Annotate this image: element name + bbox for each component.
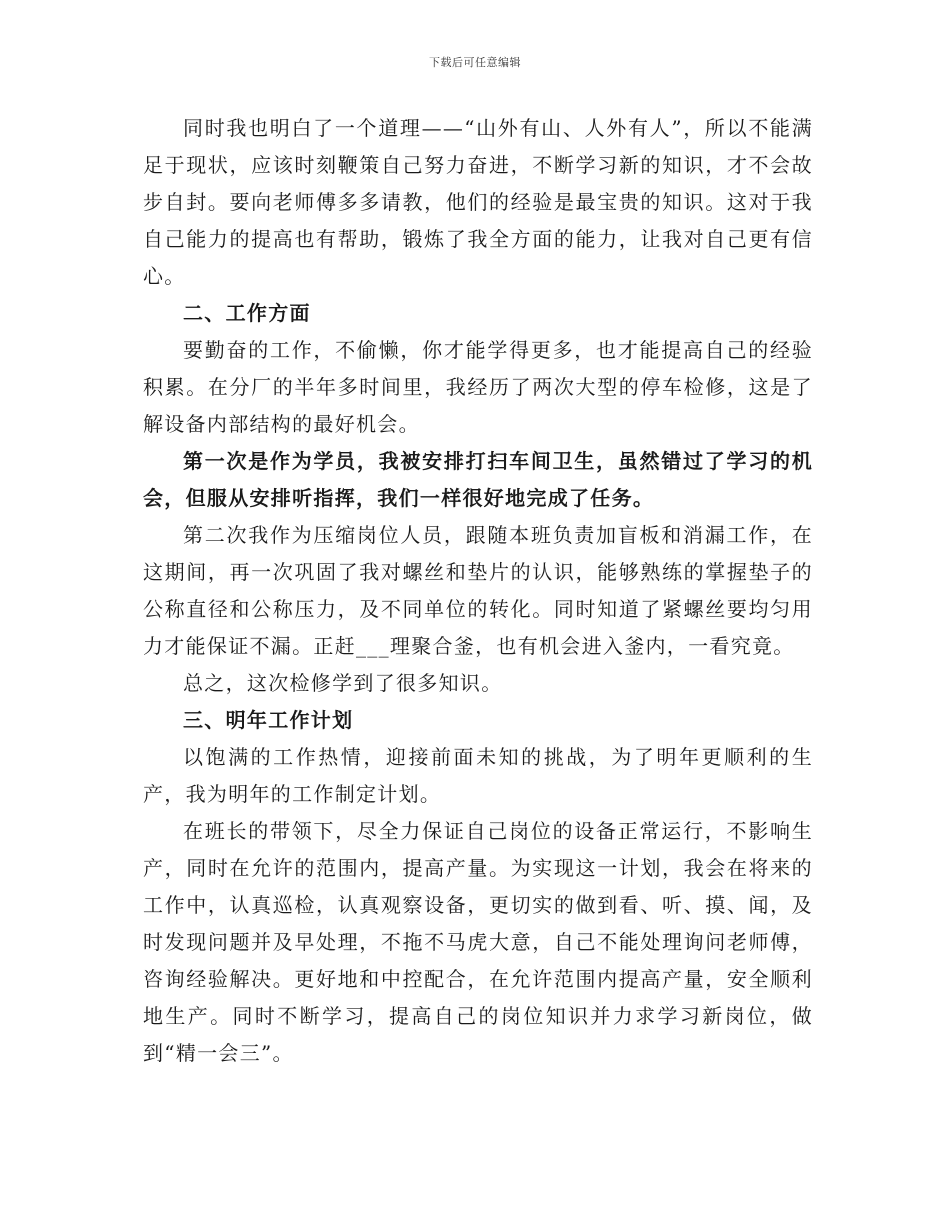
page-header: 下载后可任意编辑 (429, 56, 521, 69)
paragraph-work-diligence: 要勤奋的工作，不偷懒，你才能学得更多，也才能提高自己的经验积累。在分厂的半年多时间里，我经历了两次大型的停车检修，这是了解设备内部结构的最好机会。 (143, 338, 813, 436)
section-heading-plan: 三、明年工作计划 (183, 708, 354, 732)
section-heading-work: 二、工作方面 (183, 301, 311, 325)
paragraph-summary: 总之，这次检修学到了很多知识。 (183, 671, 503, 695)
paragraph-second-overhaul: 第二次我作为压缩岗位人员，跟随本班负责加盲板和消漏工作，在这期间，再一次巩固了我对螺丝和垫片的认识，能够熟练的掌握垫子的公称直径和公称压力，及不同单位的转化。同时知道了紧螺丝要均匀用力才能保证不漏。正赶___理聚合釜，也有机会进入釜内，一看究竟。 (143, 523, 813, 658)
paragraph-plan-details: 在班长的带领下，尽全力保证自己岗位的设备正常运行，不影响生产，同时在允许的范围内，提高产量。为实现这一计划，我会在将来的工作中，认真巡检，认真观察设备，更切实的做到看、听、摸、闻，及时发现问题并及早处理，不拖不马虎大意，自己不能处理询问老师傅，咨询经验解决。更好地和中控配合，在允许范围内提高产量，安全顺利地生产。同时不断学习，提高自己的岗位知识并力求学习新岗位，做到“精一会三”。 (143, 819, 813, 1065)
paragraph-first-overhaul: 第一次是作为学员，我被安排打扫车间卫生，虽然错过了学习的机会，但服从安排听指挥，我们一样很好地完成了任务。 (143, 449, 813, 510)
paragraph-plan-intro: 以饱满的工作热情，迎接前面未知的挑战，为了明年更顺利的生产，我为明年的工作制定计划。 (143, 745, 813, 806)
paragraph-lesson: 同时我也明白了一个道理——“山外有山、人外有人”，所以不能满足于现状，应该时刻鞭策自己努力奋进，不断学习新的知识，才不会故步自封。要向老师傅多多请教，他们的经验是最宝贵的知识。这对于我自己能力的提高也有帮助，锻炼了我全方面的能力，让我对自己更有信心。 (143, 116, 813, 288)
document-body (143, 110, 813, 1072)
